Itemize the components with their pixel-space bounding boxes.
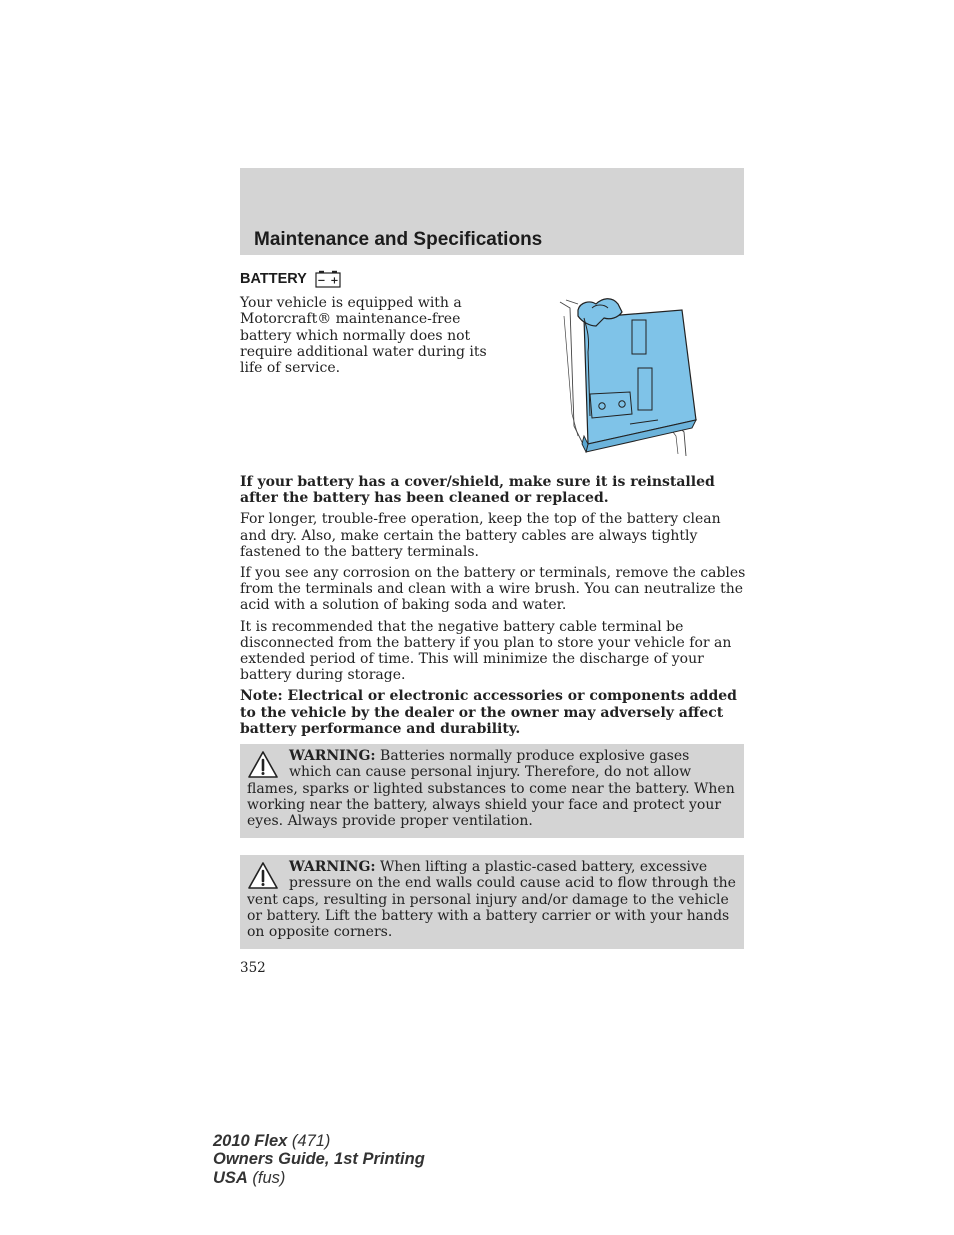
corrosion-paragraph: If you see any corrosion on the battery or terminals, remove the cables from the terminals and clean with a wire brush. You can neutralize the acid with a solution of baking soda and water. xyxy=(240,565,746,614)
footer-model-code: (471) xyxy=(287,1132,331,1150)
storage-paragraph: It is recommended that the negative battery cable terminal be disconnected from the battery if you plan to store your vehicle for an extended period of time. This will minimize the discharge of your battery during storage. xyxy=(240,618,732,684)
section-heading-text: BATTERY xyxy=(240,271,307,287)
section-heading xyxy=(240,269,341,289)
battery-minus-sign: − xyxy=(317,275,326,287)
warning-text: Batteries normally produce explosive gases which can cause personal injury. Therefore, do not allow flames, sparks or lighted substances to come near the battery. When working near the battery, always shield your face and protect your eyes. Always provide proper ventilation. xyxy=(247,748,735,830)
warning-box-explosive-gases xyxy=(240,744,744,838)
intro-paragraph: Your vehicle is equipped with a Motorcraft® maintenance-free battery which normally does not require additional water during its life of service. xyxy=(240,295,487,377)
accessories-note: Note: Electrical or electronic accessories or components added to the vehicle by the dealer or the owner may adversely affect battery performance and durability. xyxy=(240,688,737,737)
warning-triangle-icon xyxy=(247,750,279,780)
footer-line-model xyxy=(213,1132,425,1150)
page-title: Maintenance and Specifications xyxy=(254,229,543,250)
document-footer xyxy=(213,1132,425,1187)
footer-line-market xyxy=(213,1169,425,1187)
warning-box-lifting-battery xyxy=(240,855,744,949)
warning-triangle-icon xyxy=(247,861,279,891)
warning-label: WARNING: xyxy=(289,748,376,764)
warning-text: When lifting a plastic-cased battery, excessive pressure on the end walls could cause acid to flow through the vent caps, resulting in personal injury and/or damage to the vehicle or battery. Lift the battery with a battery carrier or with your hands on opposite corners. xyxy=(247,859,736,941)
warning-label: WARNING: xyxy=(289,859,376,875)
body-text-block xyxy=(240,474,746,742)
footer-model: 2010 Flex xyxy=(213,1132,288,1150)
footer-market: USA xyxy=(213,1168,248,1187)
section-header-band xyxy=(240,168,744,255)
clean-terminals-paragraph: For longer, trouble-free operation, keep the top of the battery clean and dry. Also, make certain the battery cables are always tightly fastened to the battery terminals. xyxy=(240,511,721,560)
page-number: 352 xyxy=(240,960,266,976)
battery-icon xyxy=(315,270,341,288)
footer-market-code: (fus) xyxy=(247,1168,286,1187)
cover-shield-note: If your battery has a cover/shield, make sure it is reinstalled after the battery has been cleaned or replaced. xyxy=(240,474,715,507)
battery-plus-sign: + xyxy=(330,275,339,287)
battery-illustration-icon xyxy=(556,296,698,458)
footer-line-guide: Owners Guide, 1st Printing xyxy=(213,1150,425,1169)
